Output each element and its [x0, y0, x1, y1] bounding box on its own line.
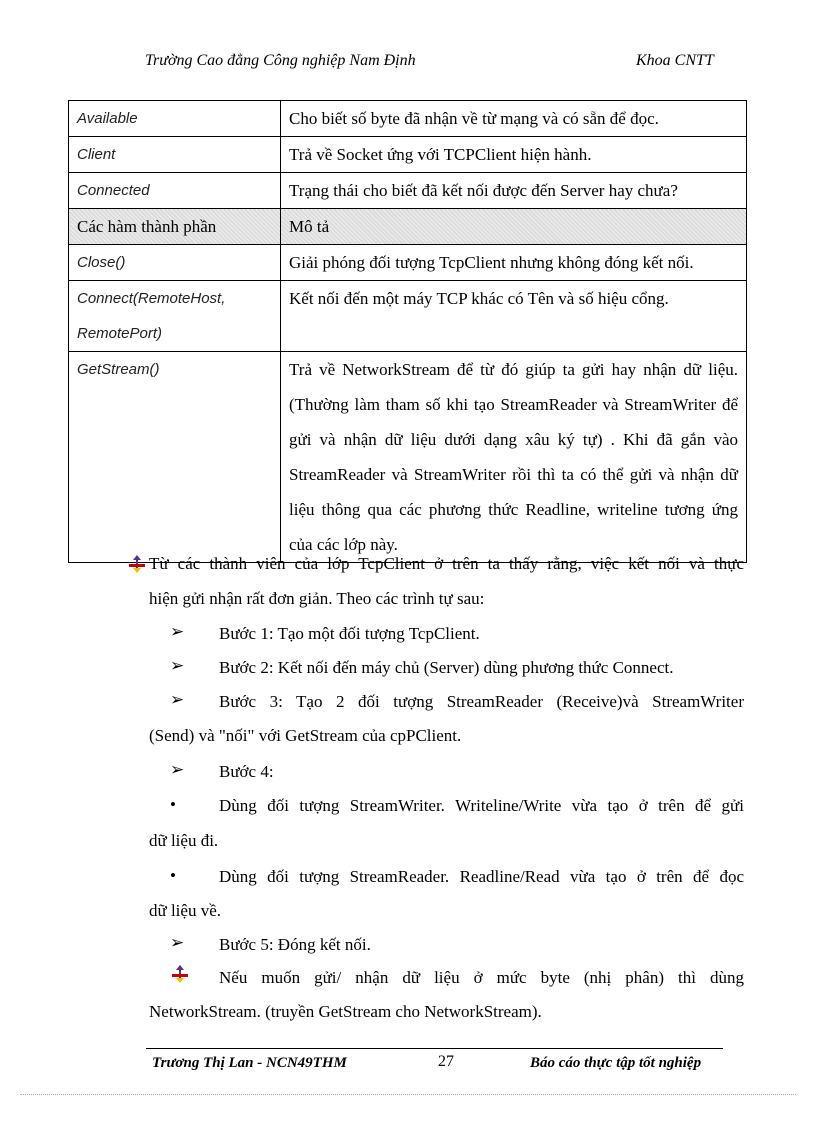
- arrow-bullet-icon: ➢: [170, 656, 185, 675]
- member-name: Connect(RemoteHost, RemotePort): [69, 281, 281, 352]
- member-desc: Trả về Socket ứng với TCPClient hiện hành.: [281, 137, 747, 173]
- bullet-2-line-1: Dùng đối tượng StreamReader. Readline/Read vừa tạo ở trên để đọc: [219, 867, 744, 886]
- section-header-desc: Mô tả: [281, 209, 747, 245]
- intro-line-1: Từ các thành viên của lớp TcpClient ở trên ta thấy rằng, việc kết nối và thực: [149, 554, 744, 573]
- step-3-line-2: (Send) và "nối" với GetStream của cpPClient.: [149, 726, 462, 745]
- step-2: Bước 2: Kết nối đến máy chủ (Server) dùng phương thức Connect.: [219, 658, 674, 677]
- table-section-header: [69, 209, 747, 245]
- table-row: [69, 137, 747, 173]
- step-5: Bước 5: Đóng kết nối.: [219, 935, 371, 954]
- intro-line-2: hiện gửi nhận rất đơn giản. Theo các trình tự sau:: [149, 589, 485, 608]
- member-name: Client: [69, 137, 281, 173]
- bullet-2-line-2: dữ liệu về.: [149, 901, 222, 920]
- step-4: Bước 4:: [219, 762, 274, 781]
- header-department: Khoa CNTT: [636, 52, 714, 69]
- bullet-1-line-2: dữ liệu đi.: [149, 831, 219, 850]
- arrow-marker-icon: [128, 555, 146, 573]
- table-row: [69, 245, 747, 281]
- table-row: [69, 352, 747, 563]
- table-row: [69, 101, 747, 137]
- step-1: Bước 1: Tạo một đối tượng TcpClient.: [219, 624, 480, 643]
- footer-report-title: Báo cáo thực tập tốt nghiệp: [530, 1055, 702, 1071]
- note-line-2: NetworkStream. (truyền GetStream cho NetworkStream).: [149, 1002, 542, 1021]
- bullet-icon: •: [170, 866, 176, 885]
- footer-author: Trương Thị Lan - NCN49THM: [152, 1055, 347, 1071]
- arrow-bullet-icon: ➢: [170, 760, 185, 779]
- members-table: [68, 100, 747, 563]
- step-3-line-1: Bước 3: Tạo 2 đối tượng StreamReader (Receive)và StreamWriter: [219, 692, 744, 711]
- page-edge-divider: [20, 1094, 796, 1095]
- table-row: [69, 173, 747, 209]
- member-desc: Trả về NetworkStream để từ đó giúp ta gửi hay nhận dữ liệu. (Thường làm tham số khi tạo StreamReader và StreamWriter để gửi và nhận dữ liệu dưới dạng xâu ký tự) . Khi đã gắn vào StreamReader và StreamWriter rồi thì ta có thể gửi và nhận dữ liệu thông qua các phương thức Readline, writeline tương ứng của các lớp này.: [281, 352, 747, 563]
- arrow-bullet-icon: ➢: [170, 690, 185, 709]
- note-line-1: Nếu muốn gửi/ nhận dữ liệu ở mức byte (nhị phân) thì dùng: [219, 968, 744, 987]
- footer-rule: [146, 1048, 723, 1049]
- page-number: 27: [438, 1053, 454, 1070]
- member-desc: Trạng thái cho biết đã kết nối được đến Server hay chưa?: [281, 173, 747, 209]
- header-school: Trường Cao đẳng Công nghiệp Nam Định: [145, 52, 416, 69]
- member-name: Connected: [69, 173, 281, 209]
- member-name: Available: [69, 101, 281, 137]
- member-name: Close(): [69, 245, 281, 281]
- member-desc: Kết nối đến một máy TCP khác có Tên và số hiệu cổng.: [281, 281, 747, 352]
- arrow-bullet-icon: ➢: [170, 622, 185, 641]
- table-row: [69, 281, 747, 352]
- bullet-icon: •: [170, 795, 176, 814]
- bullet-1-line-1: Dùng đối tượng StreamWriter. Writeline/Write vừa tạo ở trên để gửi: [219, 796, 744, 815]
- member-desc: Giải phóng đối tượng TcpClient nhưng không đóng kết nối.: [281, 245, 747, 281]
- member-desc: Cho biết số byte đã nhận về từ mạng và có sẵn để đọc.: [281, 101, 747, 137]
- member-name: GetStream(): [69, 352, 281, 563]
- section-header-name: Các hàm thành phần: [69, 209, 281, 245]
- arrow-bullet-icon: ➢: [170, 933, 185, 952]
- arrow-marker-icon: [171, 965, 189, 983]
